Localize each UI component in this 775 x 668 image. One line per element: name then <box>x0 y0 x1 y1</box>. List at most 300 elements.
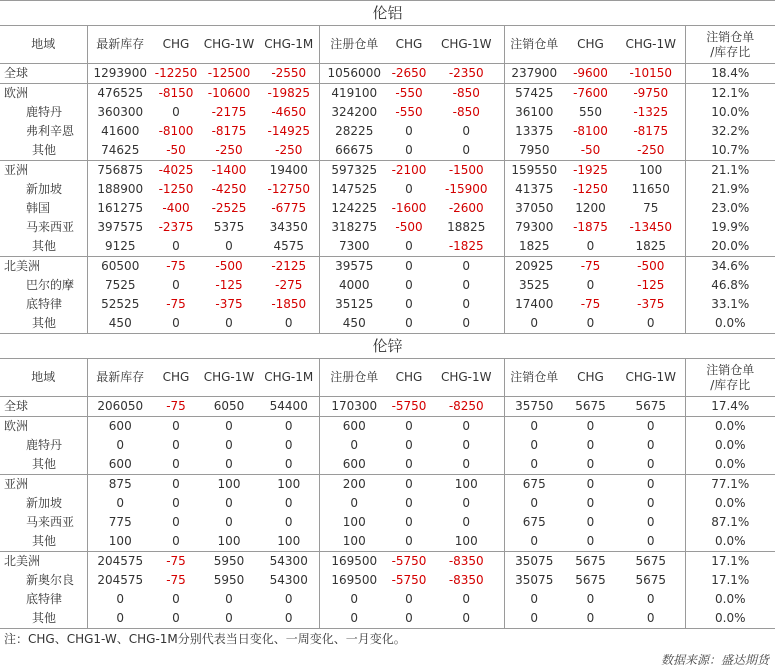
value-cell: 17.4% <box>685 397 775 417</box>
value-cell: 35125 <box>319 295 389 314</box>
value-cell: 0 <box>405 143 413 157</box>
table-row <box>0 122 775 141</box>
value-cell: 0 <box>284 611 293 625</box>
value-cell: 46.8% <box>685 276 775 295</box>
region-cell: 底特律 <box>26 592 63 606</box>
value-cell: 0 <box>462 278 471 292</box>
value-cell: 18.4% <box>685 64 775 84</box>
region-cell: 其他 <box>32 239 57 253</box>
value-cell: 0 <box>646 457 655 471</box>
value-cell: 35075 <box>504 571 564 590</box>
value-cell: 0 <box>504 609 564 628</box>
value-cell: 147525 <box>319 180 389 199</box>
region-cell: 其他 <box>32 457 57 471</box>
value-cell: 0 <box>225 496 233 510</box>
value-cell: 0 <box>504 494 564 513</box>
value-cell: 0 <box>586 438 595 452</box>
value-cell: 0 <box>225 239 233 253</box>
value-cell: 0 <box>405 515 413 529</box>
value-cell: 0 <box>504 314 564 334</box>
value-cell: 0 <box>586 239 595 253</box>
table-row <box>0 180 775 199</box>
column-header: 注销仓单 /库存比 <box>685 26 775 64</box>
value-cell: 0 <box>504 436 564 455</box>
value-cell: -2125 <box>259 257 319 277</box>
value-cell: 100 <box>454 534 478 548</box>
value-cell: 5675 <box>617 552 685 572</box>
value-cell: 0.0% <box>685 417 775 437</box>
value-cell: 159550 <box>504 161 564 181</box>
value-cell: 0 <box>564 417 617 437</box>
value-cell: -8350 <box>448 573 484 587</box>
value-cell: 87.1% <box>685 513 775 532</box>
value-cell: 0 <box>462 592 471 606</box>
data-source: 数据来源：盛达期货 <box>660 653 769 667</box>
column-header: CHG <box>564 359 617 397</box>
region-cell: 新加坡 <box>26 496 63 510</box>
value-cell: 170300 <box>319 397 389 417</box>
value-cell: 1825 <box>635 239 667 253</box>
value-cell: -375 <box>637 297 665 311</box>
value-cell: 0 <box>389 257 429 277</box>
footer <box>0 628 775 667</box>
region-cell: 亚洲 <box>0 161 87 181</box>
value-cell: 0 <box>429 417 504 437</box>
value-cell: 34.6% <box>685 257 775 277</box>
region-cell: 欧洲 <box>0 417 87 437</box>
value-cell: 10.7% <box>685 141 775 161</box>
value-cell: 9125 <box>87 237 153 257</box>
column-header: CHG-1W <box>617 26 685 64</box>
value-cell: -50 <box>166 143 186 157</box>
value-cell: 169500 <box>319 552 389 572</box>
column-header: 注销仓单 /库存比 <box>685 359 775 397</box>
value-cell: -1250 <box>573 182 608 196</box>
value-cell: 450 <box>87 314 153 334</box>
value-cell: 74625 <box>87 141 153 161</box>
value-cell: 0 <box>284 438 293 452</box>
table-row <box>0 475 775 495</box>
table-row <box>0 218 775 237</box>
value-cell: -125 <box>637 278 665 292</box>
table-title-row <box>0 334 775 359</box>
region-cell: 全球 <box>0 397 87 417</box>
value-cell: 324200 <box>319 103 389 122</box>
table-row <box>0 276 775 295</box>
value-cell: 100 <box>319 513 389 532</box>
value-cell: 675 <box>504 513 564 532</box>
value-cell: -5750 <box>389 552 429 572</box>
value-cell: 0.0% <box>685 436 775 455</box>
column-header: CHG <box>153 359 199 397</box>
value-cell: 28225 <box>319 122 389 141</box>
region-cell: 底特律 <box>26 297 63 311</box>
value-cell: 54300 <box>259 552 319 572</box>
table-row <box>0 84 775 104</box>
value-cell: 1293900 <box>87 64 153 84</box>
value-cell: 0 <box>259 417 319 437</box>
value-cell: 37050 <box>504 199 564 218</box>
value-cell: -1500 <box>429 161 504 181</box>
value-cell: 19.9% <box>685 218 775 237</box>
value-cell: 0 <box>87 609 153 628</box>
value-cell: -2550 <box>259 64 319 84</box>
value-cell: 204575 <box>87 571 153 590</box>
value-cell: -12250 <box>153 64 199 84</box>
value-cell: 0 <box>87 590 153 609</box>
value-cell: -8350 <box>429 552 504 572</box>
value-cell: 32.2% <box>685 122 775 141</box>
value-cell: 100 <box>259 475 319 495</box>
value-cell: -1850 <box>271 297 307 311</box>
value-cell: 0 <box>429 257 504 277</box>
value-cell: -4250 <box>211 182 247 196</box>
value-cell: 0 <box>172 534 180 548</box>
value-cell: 0 <box>405 496 413 510</box>
header-row <box>0 26 775 64</box>
value-cell: 0 <box>646 316 655 330</box>
value-cell: 100 <box>319 532 389 552</box>
column-header: 注册仓单 <box>319 359 389 397</box>
inventory-table-body <box>0 1 775 629</box>
table-row <box>0 609 775 628</box>
region-cell: 马来西亚 <box>26 220 75 234</box>
value-cell: -8100 <box>158 124 194 138</box>
table-row <box>0 571 775 590</box>
value-cell: 0 <box>504 590 564 609</box>
value-cell: 200 <box>319 475 389 495</box>
value-cell: -2175 <box>211 105 247 119</box>
value-cell: 206050 <box>87 397 153 417</box>
column-header: 注销仓单 <box>504 359 564 397</box>
region-cell: 鹿特丹 <box>26 105 63 119</box>
value-cell: 0 <box>172 105 180 119</box>
table-row <box>0 494 775 513</box>
value-cell: -250 <box>215 143 243 157</box>
region-cell: 亚洲 <box>0 475 87 495</box>
value-cell: 1200 <box>575 201 606 215</box>
table-row <box>0 199 775 218</box>
value-cell: 0 <box>405 316 413 330</box>
value-cell: -75 <box>166 573 186 587</box>
value-cell: 318275 <box>319 218 389 237</box>
value-cell: 0 <box>617 475 685 495</box>
value-cell: -15900 <box>444 182 488 196</box>
column-header: 注销仓单 <box>504 26 564 64</box>
value-cell: -2650 <box>389 64 429 84</box>
value-cell: 33.1% <box>685 295 775 314</box>
value-cell: 397575 <box>87 218 153 237</box>
column-header: CHG-1M <box>259 359 319 397</box>
value-cell: -1925 <box>564 161 617 181</box>
region-cell: 其他 <box>32 534 57 548</box>
column-header: CHG-1W <box>617 359 685 397</box>
value-cell: 19400 <box>259 161 319 181</box>
value-cell: 756875 <box>87 161 153 181</box>
value-cell: 34350 <box>269 220 308 234</box>
value-cell: -10150 <box>617 64 685 84</box>
value-cell: -14925 <box>267 124 310 138</box>
value-cell: -9600 <box>564 64 617 84</box>
value-cell: 7525 <box>87 276 153 295</box>
table-row <box>0 590 775 609</box>
value-cell: 66675 <box>319 141 389 161</box>
value-cell: 169500 <box>319 571 389 590</box>
value-cell: 0 <box>87 436 153 455</box>
value-cell: 5675 <box>564 552 617 572</box>
value-cell: -2525 <box>211 201 247 215</box>
value-cell: 21.1% <box>685 161 775 181</box>
region-cell: 新奥尔良 <box>26 573 75 587</box>
value-cell: -4650 <box>271 105 307 119</box>
value-cell: 0 <box>172 316 180 330</box>
value-cell: -50 <box>580 143 601 157</box>
value-cell: 0 <box>405 278 413 292</box>
value-cell: 17400 <box>504 295 564 314</box>
value-cell: 0.0% <box>685 314 775 334</box>
header-row <box>0 359 775 397</box>
value-cell: 100 <box>199 475 259 495</box>
column-header: CHG-1W <box>429 26 504 64</box>
region-cell: 北美洲 <box>0 257 87 277</box>
value-cell: 7300 <box>319 237 389 257</box>
region-cell: 巴尔的摩 <box>26 278 75 292</box>
column-header: CHG <box>564 26 617 64</box>
region-cell: 新加坡 <box>26 182 63 196</box>
value-cell: -850 <box>429 84 504 104</box>
table-row <box>0 64 775 84</box>
value-cell: -8175 <box>633 124 669 138</box>
value-cell: 0 <box>405 239 413 253</box>
value-cell: 4000 <box>319 276 389 295</box>
value-cell: 0 <box>405 124 413 138</box>
value-cell: 0 <box>586 457 595 471</box>
value-cell: 60500 <box>87 257 153 277</box>
value-cell: 0 <box>284 515 293 529</box>
region-cell: 全球 <box>0 64 87 84</box>
value-cell: 6050 <box>199 397 259 417</box>
value-cell: -250 <box>275 143 303 157</box>
value-cell: 7950 <box>504 141 564 161</box>
value-cell: -500 <box>617 257 685 277</box>
value-cell: -1875 <box>573 220 608 234</box>
value-cell: 21.9% <box>685 180 775 199</box>
value-cell: 0 <box>172 592 180 606</box>
value-cell: 5675 <box>564 397 617 417</box>
value-cell: 419100 <box>319 84 389 104</box>
value-cell: 476525 <box>87 84 153 104</box>
value-cell: 0 <box>172 515 180 529</box>
value-cell: -250 <box>637 143 665 157</box>
value-cell: 0 <box>172 239 180 253</box>
value-cell: 0 <box>462 496 471 510</box>
table-row <box>0 552 775 572</box>
value-cell: 0 <box>646 534 655 548</box>
value-cell: 0 <box>504 455 564 475</box>
value-cell: -2375 <box>158 220 194 234</box>
value-cell: -500 <box>395 220 423 234</box>
value-cell: 5950 <box>213 573 245 587</box>
value-cell: 0 <box>284 592 293 606</box>
value-cell: 0 <box>586 515 595 529</box>
region-cell: 韩国 <box>26 201 51 215</box>
value-cell: 600 <box>319 417 389 437</box>
value-cell: -5750 <box>391 573 427 587</box>
value-cell: 0 <box>225 515 233 529</box>
value-cell: 0.0% <box>685 455 775 475</box>
value-cell: 675 <box>504 475 564 495</box>
value-cell: 100 <box>217 534 241 548</box>
value-cell: 77.1% <box>685 475 775 495</box>
column-header: CHG-1M <box>259 26 319 64</box>
value-cell: 0 <box>646 496 655 510</box>
region-cell: 欧洲 <box>0 84 87 104</box>
value-cell: 0 <box>225 457 233 471</box>
value-cell: 0.0% <box>685 494 775 513</box>
table-row <box>0 237 775 257</box>
value-cell: -7600 <box>564 84 617 104</box>
region-cell: 马来西亚 <box>26 515 75 529</box>
value-cell: -75 <box>153 257 199 277</box>
table-row <box>0 417 775 437</box>
value-cell: 5675 <box>575 573 606 587</box>
value-cell: 5375 <box>213 220 245 234</box>
value-cell: -13450 <box>629 220 672 234</box>
region-cell: 鹿特丹 <box>26 438 63 452</box>
region-cell: 弗利辛恩 <box>26 124 75 138</box>
value-cell: 600 <box>87 455 153 475</box>
value-cell: -8250 <box>429 397 504 417</box>
value-cell: 35750 <box>504 397 564 417</box>
value-cell: 0 <box>462 316 471 330</box>
value-cell: -12750 <box>267 182 310 196</box>
value-cell: 39575 <box>319 257 389 277</box>
value-cell: 0 <box>405 297 413 311</box>
value-cell: 18825 <box>447 220 486 234</box>
value-cell: -4025 <box>153 161 199 181</box>
value-cell: 100 <box>429 475 504 495</box>
value-cell: 237900 <box>504 64 564 84</box>
value-cell: 0 <box>504 532 564 552</box>
column-header: 注册仓单 <box>319 26 389 64</box>
value-cell: -125 <box>215 278 243 292</box>
value-cell: 0 <box>199 417 259 437</box>
value-cell: 20925 <box>504 257 564 277</box>
value-cell: 0 <box>319 436 389 455</box>
column-header: CHG <box>389 26 429 64</box>
value-cell: 0.0% <box>685 590 775 609</box>
value-cell: 4575 <box>273 239 305 253</box>
table-row <box>0 455 775 475</box>
value-cell: 0 <box>172 457 180 471</box>
value-cell: 0 <box>225 592 233 606</box>
value-cell: 41600 <box>87 122 153 141</box>
value-cell: 188900 <box>87 180 153 199</box>
value-cell: 0 <box>172 611 180 625</box>
value-cell: 124225 <box>319 199 389 218</box>
value-cell: 0 <box>462 457 471 471</box>
value-cell: 0 <box>617 417 685 437</box>
value-cell: 0 <box>319 590 389 609</box>
value-cell: -1400 <box>199 161 259 181</box>
value-cell: 775 <box>87 513 153 532</box>
value-cell: -8100 <box>573 124 608 138</box>
value-cell: 57425 <box>504 84 564 104</box>
value-cell: -6775 <box>271 201 307 215</box>
value-cell: 0 <box>405 534 413 548</box>
value-cell: 0.0% <box>685 532 775 552</box>
value-cell: 0 <box>586 534 595 548</box>
value-cell: 10.0% <box>685 103 775 122</box>
value-cell: -375 <box>215 297 243 311</box>
value-cell: 597325 <box>319 161 389 181</box>
value-cell: -1250 <box>158 182 194 196</box>
footer-note: 注：CHG、CHG1-W、CHG-1M分别代表当日变化、一周变化、一月变化。 <box>4 632 406 646</box>
value-cell: -1825 <box>448 239 484 253</box>
column-header: 地域 <box>0 26 87 64</box>
value-cell: 75 <box>643 201 659 215</box>
value-cell: 0 <box>319 609 389 628</box>
table-row <box>0 314 775 334</box>
value-cell: 0 <box>389 475 429 495</box>
value-cell: 0 <box>284 457 293 471</box>
value-cell: 5675 <box>617 397 685 417</box>
value-cell: 1056000 <box>319 64 389 84</box>
value-cell: 100 <box>87 532 153 552</box>
value-cell: 550 <box>579 105 602 119</box>
value-cell: -400 <box>162 201 190 215</box>
value-cell: 0 <box>172 438 180 452</box>
value-cell: 0 <box>319 494 389 513</box>
value-cell: -75 <box>153 397 199 417</box>
value-cell: 0 <box>586 316 595 330</box>
value-cell: -2350 <box>429 64 504 84</box>
value-cell: 0 <box>646 592 655 606</box>
table-title: 伦铝 <box>0 1 775 26</box>
value-cell: -19825 <box>259 84 319 104</box>
value-cell: 36100 <box>504 103 564 122</box>
column-header: 最新库存 <box>87 359 153 397</box>
value-cell: -850 <box>452 105 480 119</box>
value-cell: 5950 <box>199 552 259 572</box>
value-cell: -75 <box>580 297 601 311</box>
value-cell: 0 <box>225 438 233 452</box>
column-header: 地域 <box>0 359 87 397</box>
column-header: CHG <box>389 359 429 397</box>
value-cell: 20.0% <box>685 237 775 257</box>
value-cell: 79300 <box>504 218 564 237</box>
region-cell: 其他 <box>32 611 57 625</box>
value-cell: 0 <box>504 417 564 437</box>
value-cell: -75 <box>564 257 617 277</box>
value-cell: 0 <box>462 143 471 157</box>
value-cell: -550 <box>395 105 423 119</box>
value-cell: 0 <box>225 611 233 625</box>
value-cell: -2100 <box>389 161 429 181</box>
value-cell: 0 <box>284 496 293 510</box>
value-cell: 0 <box>172 496 180 510</box>
table-row <box>0 513 775 532</box>
value-cell: -12500 <box>199 64 259 84</box>
table-row <box>0 141 775 161</box>
value-cell: -275 <box>275 278 303 292</box>
column-header: 最新库存 <box>87 26 153 64</box>
value-cell: 600 <box>319 455 389 475</box>
value-cell: 0 <box>646 438 655 452</box>
table-row <box>0 436 775 455</box>
value-cell: 0 <box>389 417 429 437</box>
table-row <box>0 161 775 181</box>
